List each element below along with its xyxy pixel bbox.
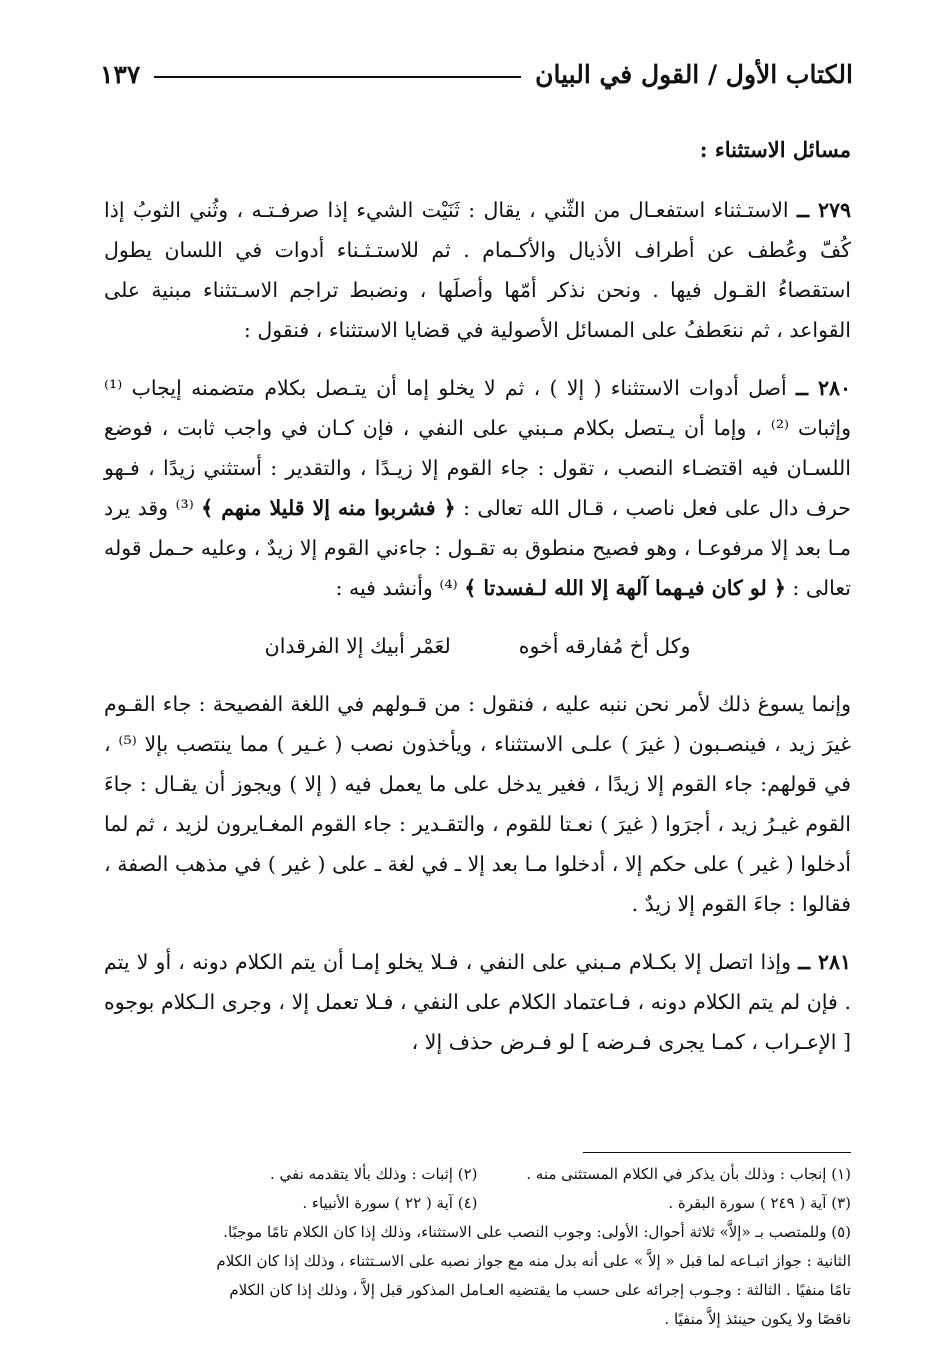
footnote-5-line: ناقصًا ولا يكون حينئذ إلاَّ منفيًا .	[664, 1310, 851, 1328]
verse-second-hemistich: لعَمْر أبيك إلا الفرقدان	[264, 634, 451, 658]
paragraph-281	[104, 942, 851, 1062]
paragraph-number: ٢٨١ ــ	[798, 950, 851, 974]
running-title: الكتاب الأول / القول في البيان	[535, 59, 853, 89]
paragraph-text: الاستـثناء استفعـال من الثّني ، يقال : ثَنَيْت الشيء إذا صرفـتـه ، وثُني الثوبُ إذا كُفّ وعُطف عن أطراف الأذيال والأكـمام . ثم للاستـثـناء أدوات في اللسان يطول استقصاءُ القـول فيها . ونحن نذكر أمّها وأصلَها ، ونضبط تراجم الاسـتثناء مبنية على القواعد ، ثم ننعَطفُ على المسائل الأصولية في قضايا الاستثناء ، فنقول :	[104, 198, 851, 342]
main-text	[104, 130, 851, 1080]
footnote-5-line: تامًا منفيًا . الثالثة : وجـوب إجرائه على حسب ما يقتضيه العـامل المذكور قبل إلاَّ ، وذلك إذا كان الكلام	[229, 1281, 851, 1299]
footnote-3: (٣) آية ( ٢٤٩ ) سورة البقرة .	[668, 1194, 851, 1212]
paragraph-text: وإذا اتصل إلا بكـلام مـبني على النفي ، فـلا يخلو إمـا أن يتم الكلام دونه ، أو لا يتم . فإن لم يتم الكلام دونه ، فـاعتماد الكلام على النفي ، فـلا تعمل إلا ، وجرى الـكلام بوجوه [ الإعـراب ، كمـا يجرى فـرضه ] لو فـرض حذف إلا ،	[104, 950, 851, 1054]
footnote-5-line: (٥) وللمتصب بـ «إلاَّ» ثلاثة أحوال: الأولى: وجوب النصب على الاستثناء، وذلك إذا كان الكلام تامًا موجبًا.	[223, 1223, 851, 1241]
footnote-separator	[583, 1152, 851, 1153]
paragraph-text: ⁽³⁾ وقد يرد مـا بعد إلا مرفوعـا ، وهو فصيح منطوق به تقـول : جاءني القوم إلا زيدٌ ، وعليه حـمل قوله تعالى :	[104, 496, 851, 600]
footnote-2: (٢) إثبات : وذلك بألا يتقدمه نفي .	[270, 1165, 478, 1183]
footnote-row	[104, 1160, 851, 1189]
footnote-1: (١) إنجاب : وذلك بأن يذكر في الكلام المستثنى منه .	[526, 1165, 851, 1183]
quran-quote: ﴿ فشربوا منه إلا قليلا منهم ﴾	[201, 496, 456, 520]
footnotes	[104, 1160, 851, 1334]
footnote-5-line: الثانية : جواز اتبـاعه لما قبل « إلاَّ » على أنه بدل منه مع جواز نصبه على الاسـتثناء ، وذلك إذا كان الكلام	[216, 1252, 851, 1270]
paragraph-280	[104, 368, 851, 608]
poetry-verse	[104, 626, 851, 666]
paragraph-continuation	[104, 684, 851, 924]
paragraph-279	[104, 190, 851, 350]
paragraph-number: ٢٧٩ ــ	[796, 198, 851, 222]
paragraph-number: ٢٨٠ ــ	[796, 376, 851, 400]
header-rule	[154, 76, 521, 78]
footnote-4: (٤) آية ( ٢٢ ) سورة الأنبياء .	[302, 1194, 478, 1212]
section-title: مسائل الاستثناء :	[699, 137, 851, 162]
quran-quote: ﴿ لو كان فيـهما آلهة إلا الله لـفسدتا ﴾	[464, 576, 786, 600]
paragraph-text: ⁽⁴⁾ وأنشد فيه :	[335, 576, 458, 600]
verse-first-hemistich: وكل أخ مُفارقه أخوه	[518, 634, 691, 658]
page-header	[100, 52, 853, 96]
page-number: ١٣٧	[100, 59, 141, 89]
paragraph-text: وإنما يسوغ ذلك لأمر نحن ننبه عليه ، فنقول : من قـولهم في اللغة الفصيحة : جاء القـوم غيرَ زيد ، فينصـبون ( غيرَ ) علـى الاستثناء ، ويأخذون نصب ( غـير ) مما ينتصب بإلا ⁽⁵⁾ ، في قولهم: جاء القوم إلا زيدًا ، فغير يدخل على ما يعمل فيه ( إلا ) ويجوز أن يقـال : جاءَ القوم غيـرُ زيد ، أجرَوا ( غيرَ ) نعـتا للقوم ، والتقـدير : جاء القوم المغـايرون لزيد ، ثم لما أدخلوا ( غير ) على حكم إلا ، أدخلوا مـا بعد إلا ـ في لغة ـ على ( غير ) في مذهب الصفة ، فقالوا : جاءَ القوم إلا زيدٌ .	[104, 692, 851, 916]
footnote-row	[104, 1189, 851, 1218]
paragraph-text: أصل أدوات الاستثناء ( إلا ) ، ثم لا يخلو إما أن يتـصل بكلام متضمنه إيجاب ⁽¹⁾ وإثبات ⁽²⁾ ، وإما أن يـتصل بكلام مـبني على النفي ، فإن كـان في واجب ثابت ، فوضع اللسـان فيه اقتضـاء النصب ، تقول : جاء القوم إلا زيـدًا ، والتقدير : أستثني زيدًا ، فـهو حرف دال على فعل ناصب ، قـال الله تعالى :	[104, 376, 851, 520]
